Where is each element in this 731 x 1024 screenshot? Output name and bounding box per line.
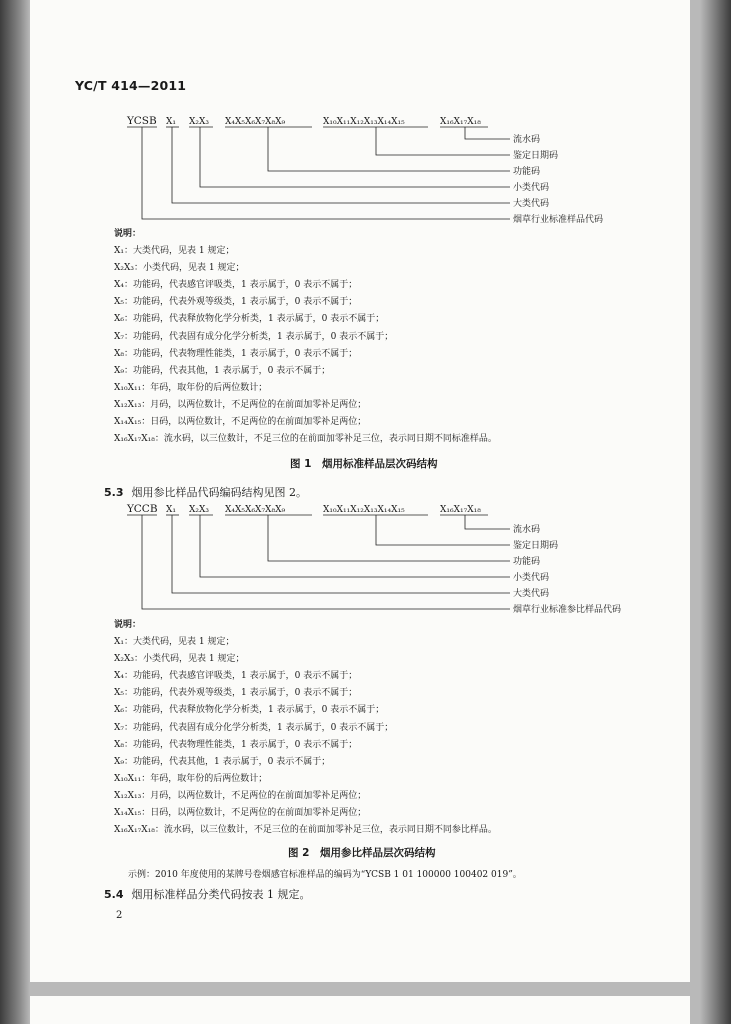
fig2-group-4: X₁₀X₁₁X₁₂X₁₃X₁₄X₁₅ xyxy=(323,505,405,515)
fig2-group-3: X₄X₅X₆X₇X₈X₉ xyxy=(225,505,286,515)
fig1-note: X₆：功能码，代表释放物化学分析类，1 表示属于，0 表示不属于； xyxy=(114,314,385,325)
fig1-label-function: 功能码 xyxy=(513,167,541,177)
fig1-note: X₅：功能码，代表外观等级类，1 表示属于，0 表示不属于； xyxy=(114,297,358,308)
fig1-note: X₁₀X₁₁：年码，取年份的后两位数计； xyxy=(114,382,268,393)
figure2-notes xyxy=(114,617,497,839)
standard-number-header: YC/T 414—2011 xyxy=(75,78,187,93)
fig2-note: X₄：功能码，代表感官评吸类，1 表示属于，0 表示不属于； xyxy=(114,671,358,682)
fig1-note: X₉：功能码，代表其他，1 表示属于，0 表示不属于； xyxy=(114,365,331,376)
fig1-note: X₁₂X₁₃：月码，以两位数计，不足两位的在前面加零补足两位； xyxy=(114,399,367,410)
fig2-label-function: 功能码 xyxy=(513,557,541,567)
fig1-note: X₁₆X₁₇X₁₈：流水码，以三位数计，不足三位的在前面加零补足三位，表示同日期不同标准样品。 xyxy=(114,434,497,445)
fig1-note: X₄：功能码，代表感官评吸类，1 表示属于，0 表示不属于； xyxy=(114,280,358,291)
fig2-label-root: 烟草行业标准参比样品代码 xyxy=(513,605,622,615)
fig2-group-2: X₂X₃ xyxy=(189,505,210,515)
example-text: 示例：2010 年度使用的某牌号卷烟感官标准样品的编码为“YCSB 1 01 100000 100402 019”。 xyxy=(128,870,522,880)
fig1-label-class: 大类代码 xyxy=(513,199,550,209)
fig1-group-2: X₂X₃ xyxy=(189,117,210,127)
fig1-note: X₇：功能码，代表固有成分化学分析类，1 表示属于，0 表示不属于； xyxy=(114,331,394,342)
fig2-note: X₆：功能码，代表释放物化学分析类，1 表示属于，0 表示不属于； xyxy=(114,705,385,716)
fig2-label-serial: 流水码 xyxy=(513,525,541,535)
page-number: 2 xyxy=(116,910,123,921)
figure2-caption: 图 2 烟用参比样品层次码结构 xyxy=(288,847,436,859)
fig2-label-subclass: 小类代码 xyxy=(513,573,550,583)
section-5-4-text: 烟用标准样品分类代码按表 1 规定。 xyxy=(131,888,311,901)
fig1-label-root: 烟草行业标准样品代码 xyxy=(513,215,604,225)
fig2-group-5: X₁₆X₁₇X₁₈ xyxy=(440,505,481,515)
fig2-note: X₁₂X₁₃：月码，以两位数计，不足两位的在前面加零补足两位； xyxy=(114,790,367,801)
fig2-label-class: 大类代码 xyxy=(513,589,550,599)
fig1-note: X₁₄X₁₅：日码，以两位数计，不足两位的在前面加零补足两位； xyxy=(114,417,367,428)
section-5-3-text: 烟用参比样品代码编码结构见图 2。 xyxy=(131,486,307,499)
fig2-note: X₁₆X₁₇X₁₈：流水码，以三位数计，不足三位的在前面加零补足三位，表示同日期不同参比样品。 xyxy=(114,825,497,836)
fig1-note-title: 说明： xyxy=(114,229,142,239)
fig2-note: X₈：功能码，代表物理性能类，1 表示属于，0 表示不属于； xyxy=(114,739,358,750)
fig1-label-subclass: 小类代码 xyxy=(513,183,550,193)
fig2-note: X₉：功能码，代表其他，1 表示属于，0 表示不属于； xyxy=(114,756,331,767)
figure1-caption: 图 1 烟用标准样品层次码结构 xyxy=(290,458,438,470)
fig1-root-code: YCSB xyxy=(127,115,157,127)
fig1-group-3: X₄X₅X₆X₇X₈X₉ xyxy=(225,117,286,127)
section-5-3 xyxy=(104,484,307,500)
fig2-group-1: X₁ xyxy=(166,505,177,515)
fig1-note: X₈：功能码，代表物理性能类，1 表示属于，0 表示不属于； xyxy=(114,348,358,359)
section-5-3-number: 5.3 xyxy=(104,486,124,499)
fig2-label-date: 鉴定日期码 xyxy=(513,541,559,551)
fig1-label-date: 鉴定日期码 xyxy=(513,151,559,161)
fig1-note: X₂X₃：小类代码，见表 1 规定； xyxy=(114,263,245,274)
fig2-note: X₁₄X₁₅：日码，以两位数计，不足两位的在前面加零补足两位； xyxy=(114,808,367,819)
section-5-4-number: 5.4 xyxy=(104,888,124,901)
fig1-note: X₁：大类代码，见表 1 规定； xyxy=(114,246,235,257)
fig2-note: X₅：功能码，代表外观等级类，1 表示属于，0 表示不属于； xyxy=(114,688,358,699)
fig2-note-title: 说明： xyxy=(114,620,142,630)
fig1-group-4: X₁₀X₁₁X₁₂X₁₃X₁₄X₁₅ xyxy=(323,117,405,127)
fig2-note: X₂X₃：小类代码，见表 1 规定； xyxy=(114,654,245,665)
figure1-notes xyxy=(114,226,497,448)
fig2-root-code: YCCB xyxy=(127,503,158,515)
section-5-4 xyxy=(104,886,311,902)
fig2-note: X₁₀X₁₁：年码，取年份的后两位数计； xyxy=(114,773,268,784)
fig1-group-1: X₁ xyxy=(166,117,177,127)
fig2-note: X₇：功能码，代表固有成分化学分析类，1 表示属于，0 表示不属于； xyxy=(114,722,394,733)
fig1-label-serial: 流水码 xyxy=(513,135,541,145)
fig2-note: X₁：大类代码，见表 1 规定； xyxy=(114,637,235,648)
fig1-group-5: X₁₆X₁₇X₁₈ xyxy=(440,117,481,127)
